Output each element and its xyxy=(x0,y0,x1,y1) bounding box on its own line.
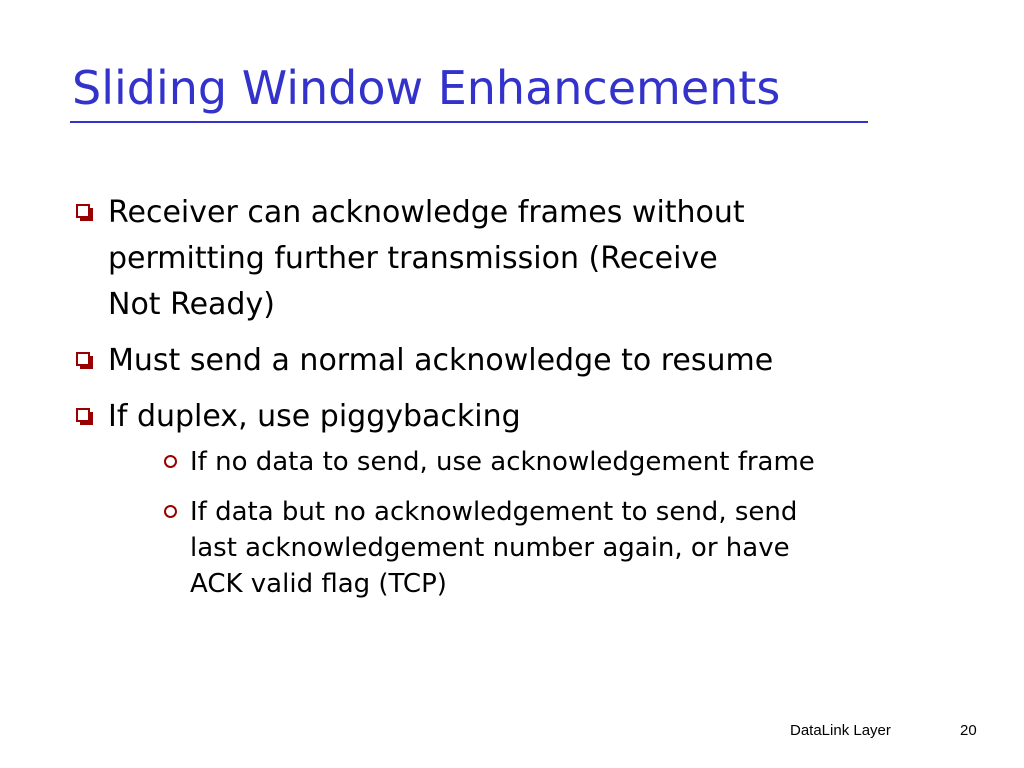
bullet-line: Must send a normal acknowledge to resume xyxy=(108,343,774,378)
square-bullet-icon xyxy=(76,408,90,422)
slide-title: Sliding Window Enhancements xyxy=(72,61,781,115)
sub-bullet-item xyxy=(154,444,972,480)
footer-label: DataLink Layer xyxy=(790,722,891,739)
circle-bullet-icon xyxy=(164,455,177,468)
sub-bullet-line: last acknowledgement number again, or have xyxy=(190,533,790,563)
bullet-line: Not Ready) xyxy=(108,287,275,322)
bullet-line: permitting further transmission (Receive xyxy=(108,241,718,276)
sub-bullet-line: If no data to send, use acknowledgement frame xyxy=(190,447,815,477)
sub-bullet-line: If data but no acknowledgement to send, send xyxy=(190,497,798,527)
sub-bullet-item xyxy=(154,494,972,602)
circle-bullet-icon xyxy=(164,505,177,518)
bullet-line: If duplex, use piggybacking xyxy=(108,399,521,434)
bullet-item xyxy=(72,338,972,384)
bullet-line: Receiver can acknowledge frames without xyxy=(108,195,745,230)
bullet-item xyxy=(72,394,972,602)
page-number: 20 xyxy=(960,722,977,739)
bullet-item xyxy=(72,190,972,328)
bullet-list xyxy=(72,190,972,616)
sub-bullet-line: ACK valid flag (TCP) xyxy=(190,569,447,599)
square-bullet-icon xyxy=(76,204,90,218)
square-bullet-icon xyxy=(76,352,90,366)
title-underline xyxy=(70,121,868,123)
sub-bullet-list xyxy=(108,444,972,602)
